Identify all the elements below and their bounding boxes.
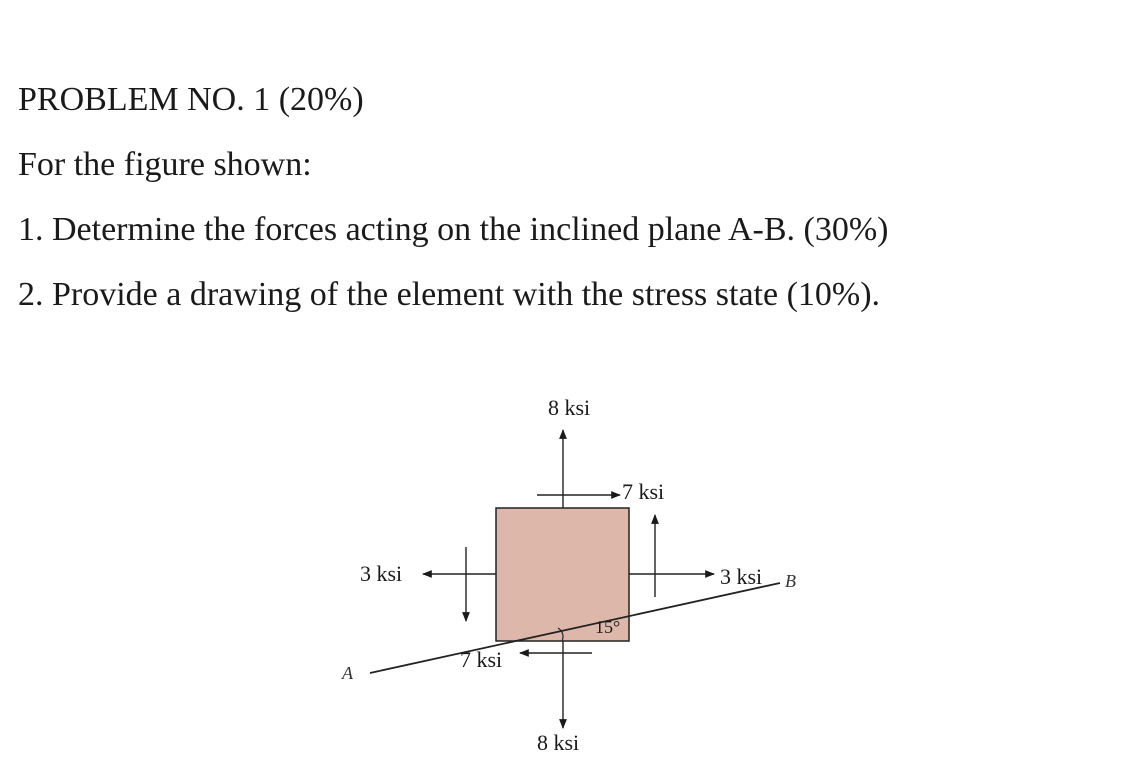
point-b-label: B <box>785 571 796 591</box>
question-2: 2. Provide a drawing of the element with the stress state (10%). <box>18 276 881 313</box>
question-1: 1. Determine the forces acting on the inclined plane A-B. (30%) <box>18 211 889 248</box>
angle-label: 15° <box>595 617 621 637</box>
bottom-shear-label: 7 ksi <box>460 647 503 672</box>
problem-intro: For the figure shown: <box>18 146 312 183</box>
point-a-label: A <box>342 663 353 683</box>
stress-element-figure <box>330 385 810 770</box>
left-stress-label: 3 ksi <box>360 561 403 586</box>
top-stress-label: 8 ksi <box>548 395 591 420</box>
bottom-stress-label: 8 ksi <box>537 730 580 755</box>
top-shear-label: 7 ksi <box>622 479 665 504</box>
problem-title: PROBLEM NO. 1 (20%) <box>18 81 364 118</box>
right-stress-label: 3 ksi <box>720 564 763 589</box>
